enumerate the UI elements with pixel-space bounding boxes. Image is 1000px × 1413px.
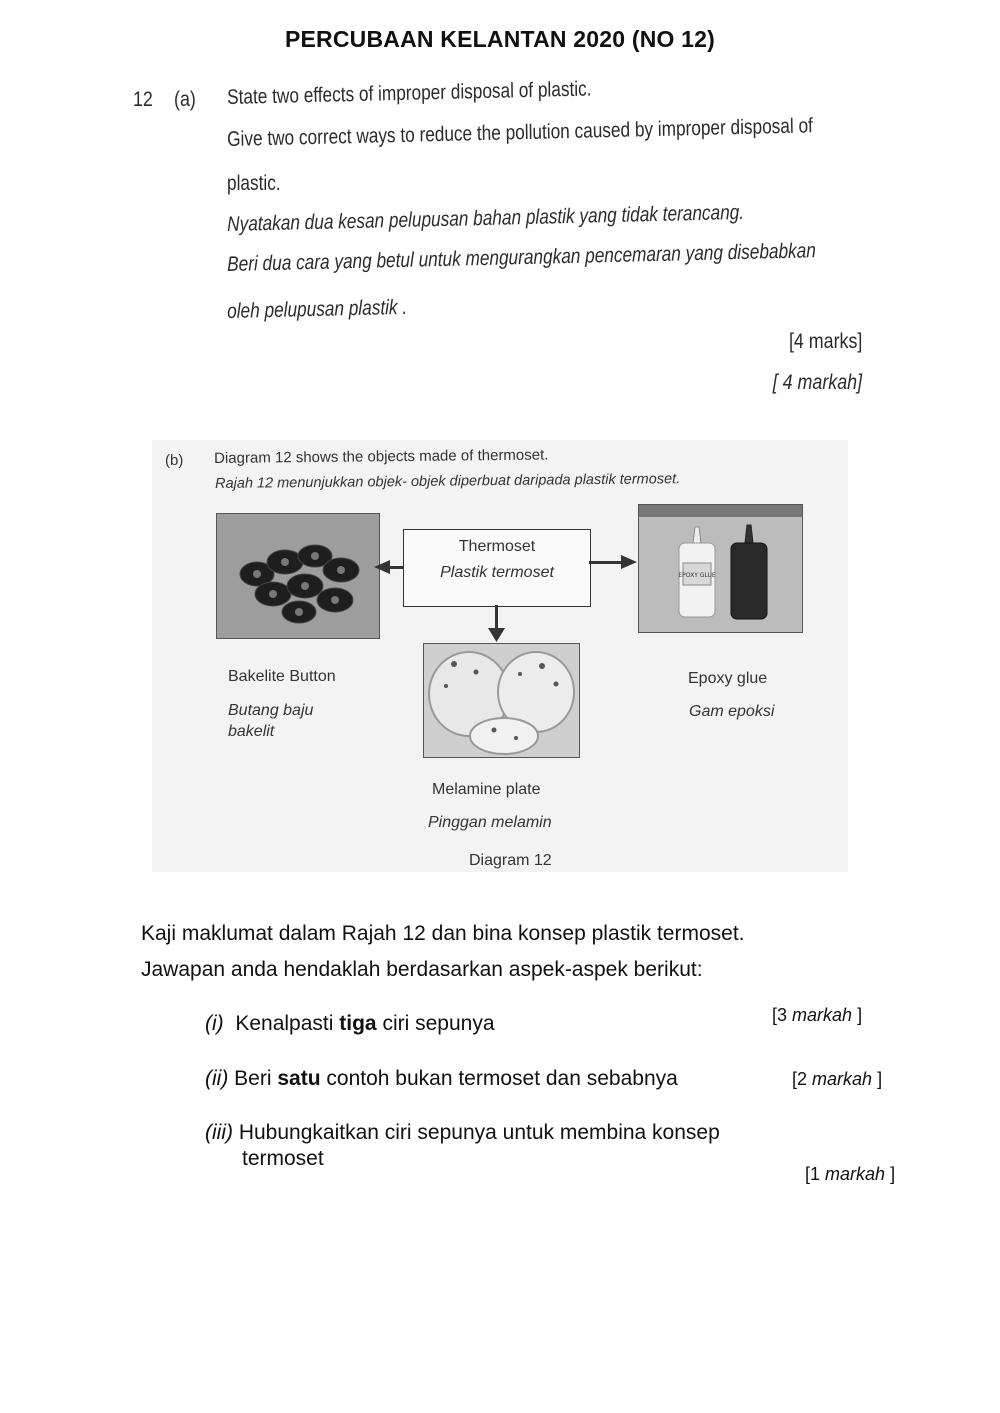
question-a-line-3: plastic. xyxy=(227,172,281,195)
instruction-line-1: Kaji maklumat dalam Rajah 12 dan bina konsep plastik termoset. xyxy=(141,922,745,945)
question-sub-b: (b) xyxy=(165,452,184,469)
melamine-plate-photo xyxy=(423,643,580,758)
question-b-line-2: Rajah 12 menunjukkan objek- objek diperbuat daripada plastik termoset. xyxy=(215,471,681,492)
item-ii xyxy=(205,1067,678,1091)
question-a-line-4: Nyatakan dua kesan pelupusan bahan plastik yang tidak terancang. xyxy=(227,200,745,236)
item-i xyxy=(205,1012,495,1036)
item-ii-marks-close: ] xyxy=(877,1069,883,1089)
item-iii-number: (iii) xyxy=(205,1121,233,1144)
item-iii xyxy=(205,1121,720,1145)
question-a-line-2: Give two correct ways to reduce the pollution caused by improper disposal of xyxy=(227,114,814,151)
item-ii-number: (ii) xyxy=(205,1067,229,1090)
item-i-marks-close: ] xyxy=(857,1005,863,1025)
item-i-marks-word: markah xyxy=(792,1005,853,1025)
arrow-down-icon xyxy=(488,628,505,642)
item-iii-marks-open: [1 xyxy=(805,1164,821,1184)
question-a-line-5: Beri dua cara yang betul untuk mengurangkan pencemaran yang disebabkan xyxy=(227,239,817,276)
buttons-icon xyxy=(217,514,379,638)
marks-en: [4 marks] xyxy=(788,330,862,353)
item-ii-marks-word: markah xyxy=(812,1069,873,1089)
item-i-number: (i) xyxy=(205,1012,224,1035)
arrow-left-line xyxy=(388,566,404,569)
melamine-label-en: Melamine plate xyxy=(432,781,541,798)
question-a-line-1: State two effects of improper disposal of plastic. xyxy=(227,77,592,109)
glue-bottles-icon xyxy=(639,505,802,632)
epoxy-label-ms: Gam epoksi xyxy=(689,703,775,720)
item-iii-marks-close: ] xyxy=(890,1164,896,1184)
plastik-termoset-label: Plastik termoset xyxy=(440,564,554,581)
item-iii-line-1: Hubungkaitkan ciri sepunya untuk membina konsep xyxy=(238,1121,720,1144)
item-ii-pre: Beri xyxy=(234,1067,272,1090)
item-i-marks-open: [3 xyxy=(772,1005,788,1025)
arrow-right-icon xyxy=(621,554,637,570)
diagram-caption: Diagram 12 xyxy=(469,852,552,869)
glue-label-text: EPOXY GLUE xyxy=(678,572,716,579)
item-ii-marks xyxy=(792,1069,882,1090)
question-a-line-6: oleh pelupusan plastik . xyxy=(227,295,408,323)
epoxy-label-en: Epoxy glue xyxy=(688,670,768,687)
item-i-bold: tiga xyxy=(339,1012,377,1035)
question-sub-a: (a) xyxy=(174,88,196,111)
question-number: 12 xyxy=(133,88,153,111)
question-b-line-1: Diagram 12 shows the objects made of thermoset. xyxy=(214,446,549,467)
bakelite-button-photo xyxy=(216,513,380,639)
arrow-right-line xyxy=(589,561,623,564)
bakelite-label-en: Bakelite Button xyxy=(228,668,336,685)
bakelite-label-ms-1: Butang baju xyxy=(228,702,314,719)
item-ii-bold: satu xyxy=(277,1067,321,1090)
item-i-marks xyxy=(772,1005,862,1026)
plates-icon xyxy=(424,644,579,757)
epoxy-glue-photo xyxy=(638,504,803,633)
item-ii-post: contoh bukan termoset dan sebabnya xyxy=(326,1067,678,1090)
item-iii-marks xyxy=(805,1164,895,1185)
melamine-label-ms: Pinggan melamin xyxy=(428,814,552,831)
bakelite-label-ms-2: bakelit xyxy=(228,723,275,740)
item-iii-line-2: termoset xyxy=(242,1147,324,1170)
marks-ms: [ 4 markah] xyxy=(772,371,862,394)
instruction-line-2: Jawapan anda hendaklah berdasarkan aspek-aspek berikut: xyxy=(141,958,703,981)
thermoset-box xyxy=(403,529,591,607)
item-i-post: ciri sepunya xyxy=(382,1012,495,1035)
thermoset-label: Thermoset xyxy=(458,538,536,555)
item-i-pre: Kenalpasti xyxy=(235,1012,334,1035)
page-title: PERCUBAAN KELANTAN 2020 (NO 12) xyxy=(284,26,716,52)
arrow-left-icon xyxy=(374,559,390,575)
item-ii-marks-open: [2 xyxy=(792,1069,808,1089)
item-iii-marks-word: markah xyxy=(825,1164,886,1184)
